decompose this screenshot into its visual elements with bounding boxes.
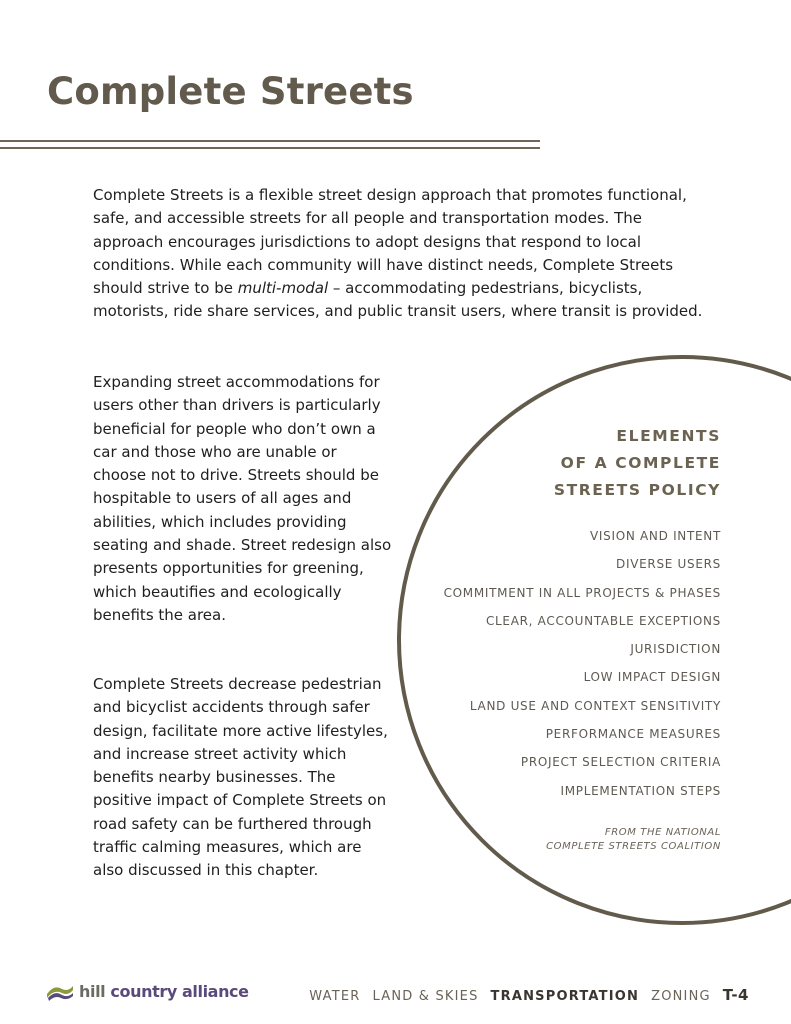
elements-list-item: CLEAR, ACCOUNTABLE EXCEPTIONS [485,613,721,628]
elements-list-item: JURISDICTION [630,642,721,657]
logo-word-rest: country alliance [105,981,249,1001]
logo-wordmark [79,982,249,1001]
elements-heading-line: OF A COMPLETE [560,454,721,472]
title-rule-top [0,140,540,142]
intro-text-start: Complete Streets is a flexible street design approach that promotes functional, safe, and accessible streets for all people and transportation modes. The approach encourages jurisdictions to adopt designs that respond to local conditions. While each community will have distinct needs, Complete Streets should strive to be [93,186,687,298]
elements-list-item: DIVERSE USERS [616,557,721,572]
nav-transportation[interactable]: TRANSPORTATION [490,989,640,1004]
elements-list [444,522,721,805]
elements-heading-line: STREETS POLICY [553,481,721,499]
elements-heading-line: ELEMENTS [616,427,721,445]
hills-logo-icon [46,980,74,1002]
body-paragraph-3: Complete Streets decrease pedestrian and bicyclist accidents through safer design, facilitate more active lifestyles, and increase street activity which benefits nearby businesses. The positive impact of Complete Streets on road safety can be furthered through traffic calming measures, which are also discussed in this chapter. [93,675,388,880]
elements-list-item: VISION AND INTENT [589,529,721,543]
elements-heading [554,423,721,504]
source-line: FROM THE NATIONAL [604,827,721,838]
elements-list-item: PROJECT SELECTION CRITERIA [520,755,721,770]
page-title: Complete Streets [47,70,414,113]
source-line: COMPLETE STREETS COALITION [546,840,721,852]
elements-list-item: LAND USE AND CONTEXT SENSITIVITY [469,698,721,713]
nav-water[interactable]: WATER [309,989,361,1004]
page-number: T-4 [722,986,749,1004]
title-rule-bottom [0,147,540,149]
intro-emphasis: multi-modal [237,279,329,298]
footer-section-nav [309,986,749,1004]
elements-list-item: IMPLEMENTATION STEPS [560,783,721,798]
logo-word-hill: hill [79,981,106,1001]
nav-land-skies[interactable]: LAND & SKIES [372,989,479,1004]
footer-logo[interactable] [46,980,249,1002]
intro-text-end: – accommodating pedestrians, bicyclists, motorists, ride share services, and public transit users, where transit is provided. [93,279,703,321]
elements-list-item: PERFORMANCE MEASURES [545,727,721,742]
nav-zoning[interactable]: ZONING [651,989,711,1004]
intro-paragraph [93,184,713,324]
elements-list-item: COMMITMENT IN ALL PROJECTS & PHASES [443,585,721,600]
elements-list-item: LOW IMPACT DESIGN [583,670,721,685]
body-paragraph-2: Expanding street accommodations for users other than drivers is particularly beneficial for people who don’t own a car and those who are unable or choose not to drive. Streets should be hospitable to users of all ages and abilities, which includes providing seating and shade. Street redesign also presents opportunities for greening, which beautifies and ecologically benefits the area. [93,373,392,624]
elements-source-note [546,826,721,853]
